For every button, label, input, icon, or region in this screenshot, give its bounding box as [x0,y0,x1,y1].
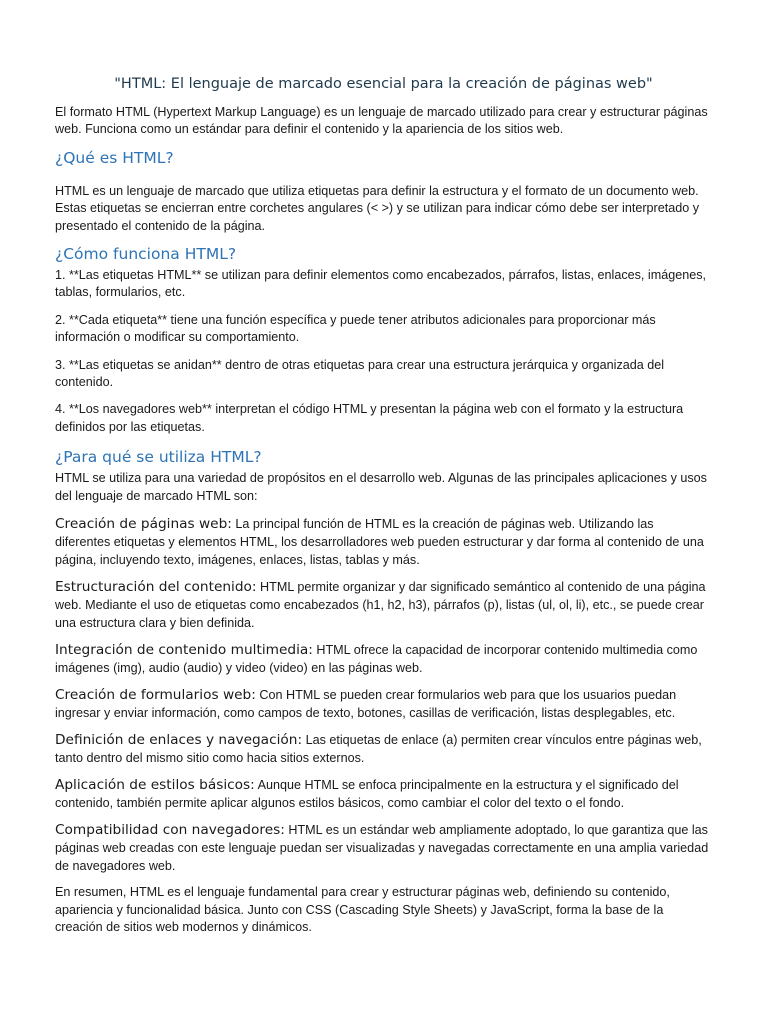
use-item [55,641,712,677]
section-body-para-que: HTML se utiliza para una variedad de propósitos en el desarrollo web. Algunas de las principales aplicaciones y usos del lenguaje de marcado HTML son: [55,471,707,503]
use-text: HTML ofrece la capacidad de incorporar contenido multimedia como imágenes (img), audio (audio) y video (video) en las páginas web. [55,643,698,676]
section-body-que-es: HTML es un lenguaje de marcado que utiliza etiquetas para definir la estructura y el formato de un documento web. Estas etiquetas se encierran entre corchetes angulares (< >) y se utilizan para indicar cómo debe ser interpretado y presentado el contenido de la página. [55,183,700,233]
list-item: 1. **Las etiquetas HTML** se utilizan para definir elementos como encabezados, párrafos, listas, enlaces, imágenes, tablas, formularios, etc. [55,268,707,300]
use-term: Integración de contenido multimedia: [55,642,313,659]
use-term: Compatibilidad con navegadores: [55,822,285,839]
list-item: 4. **Los navegadores web** interpretan el código HTML y presentan la página web con el formato y la estructura definidos por las etiquetas. [55,402,684,434]
use-text: HTML permite organizar y dar significado semántico al contenido de una página web. Mediante el uso de etiquetas como encabezados (h1, h2, h3), párrafos (p), listas (ul, ol, li), etc., se puede crear una estructura clara y bien definida. [55,580,706,631]
section-heading-como-funciona: ¿Cómo funciona HTML? [55,245,237,264]
list-item: 3. **Las etiquetas se anidan** dentro de otras etiquetas para crear una estructura jerárquica y organizada del contenido. [55,357,665,390]
section-heading-que-es: ¿Qué es HTML? [55,148,174,167]
use-text: La principal función de HTML es la creación de páginas web. Utilizando las diferentes etiquetas y elementos HTML, los desarrolladores web pueden estructurar y dar forma al contenido de una página, incluyendo texto, imágenes, enlaces, listas, tablas y más. [55,517,704,568]
use-item [55,821,712,875]
use-item [55,776,712,812]
use-text: Con HTML se pueden crear formularios web para que los usuarios puedan ingresar y enviar información, como campos de texto, botones, casillas de verificación, listas desplegables, etc. [55,688,677,721]
use-term: Estructuración del contenido: [55,579,257,596]
use-term: Creación de páginas web: [55,516,232,533]
use-item [55,686,712,722]
use-term: Aplicación de estilos básicos: [55,777,255,794]
conclusion-paragraph: En resumen, HTML es el lenguaje fundamental para crear y estructurar páginas web, definiendo su contenido, apariencia y funcionalidad básica. Junto con CSS (Cascading Style Sheets) y JavaScript, forma la base de la creación de sitios web modernos y dinámicos. [55,885,670,934]
section-heading-para-que: ¿Para qué se utiliza HTML? [55,448,262,467]
use-text: Aunque HTML se enfoca principalmente en la estructura y el significado del contenido, también permite aplicar algunos estilos básicos, como cambiar el color del texto o el fondo. [55,778,679,811]
use-item [55,515,712,569]
use-term: Definición de enlaces y navegación: [55,732,303,749]
use-text: HTML es un estándar web ampliamente adoptado, lo que garantiza que las páginas web creadas con este lenguaje puedan ser visualizadas y navegadas correctamente en una amplia variedad de navegadores web. [55,823,709,874]
document-title: "HTML: El lenguaje de marcado esencial para la creación de páginas web" [114,76,653,92]
list-item: 2. **Cada etiqueta** tiene una función específica y puede tener atributos adicionales para proporcionar más información o modificar su comportamiento. [55,312,656,345]
use-term: Creación de formularios web: [55,687,256,704]
use-item [55,731,712,767]
intro-paragraph: El formato HTML (Hypertext Markup Language) es un lenguaje de marcado utilizado para crear y estructurar páginas web. Funciona como un estándar para definir el contenido y la apariencia de los sitios web. [55,105,708,137]
use-item [55,578,712,632]
use-text: Las etiquetas de enlace (a) permiten crear vínculos entre páginas web, tanto dentro del mismo sitio como hacia sitios externos. [55,733,702,766]
